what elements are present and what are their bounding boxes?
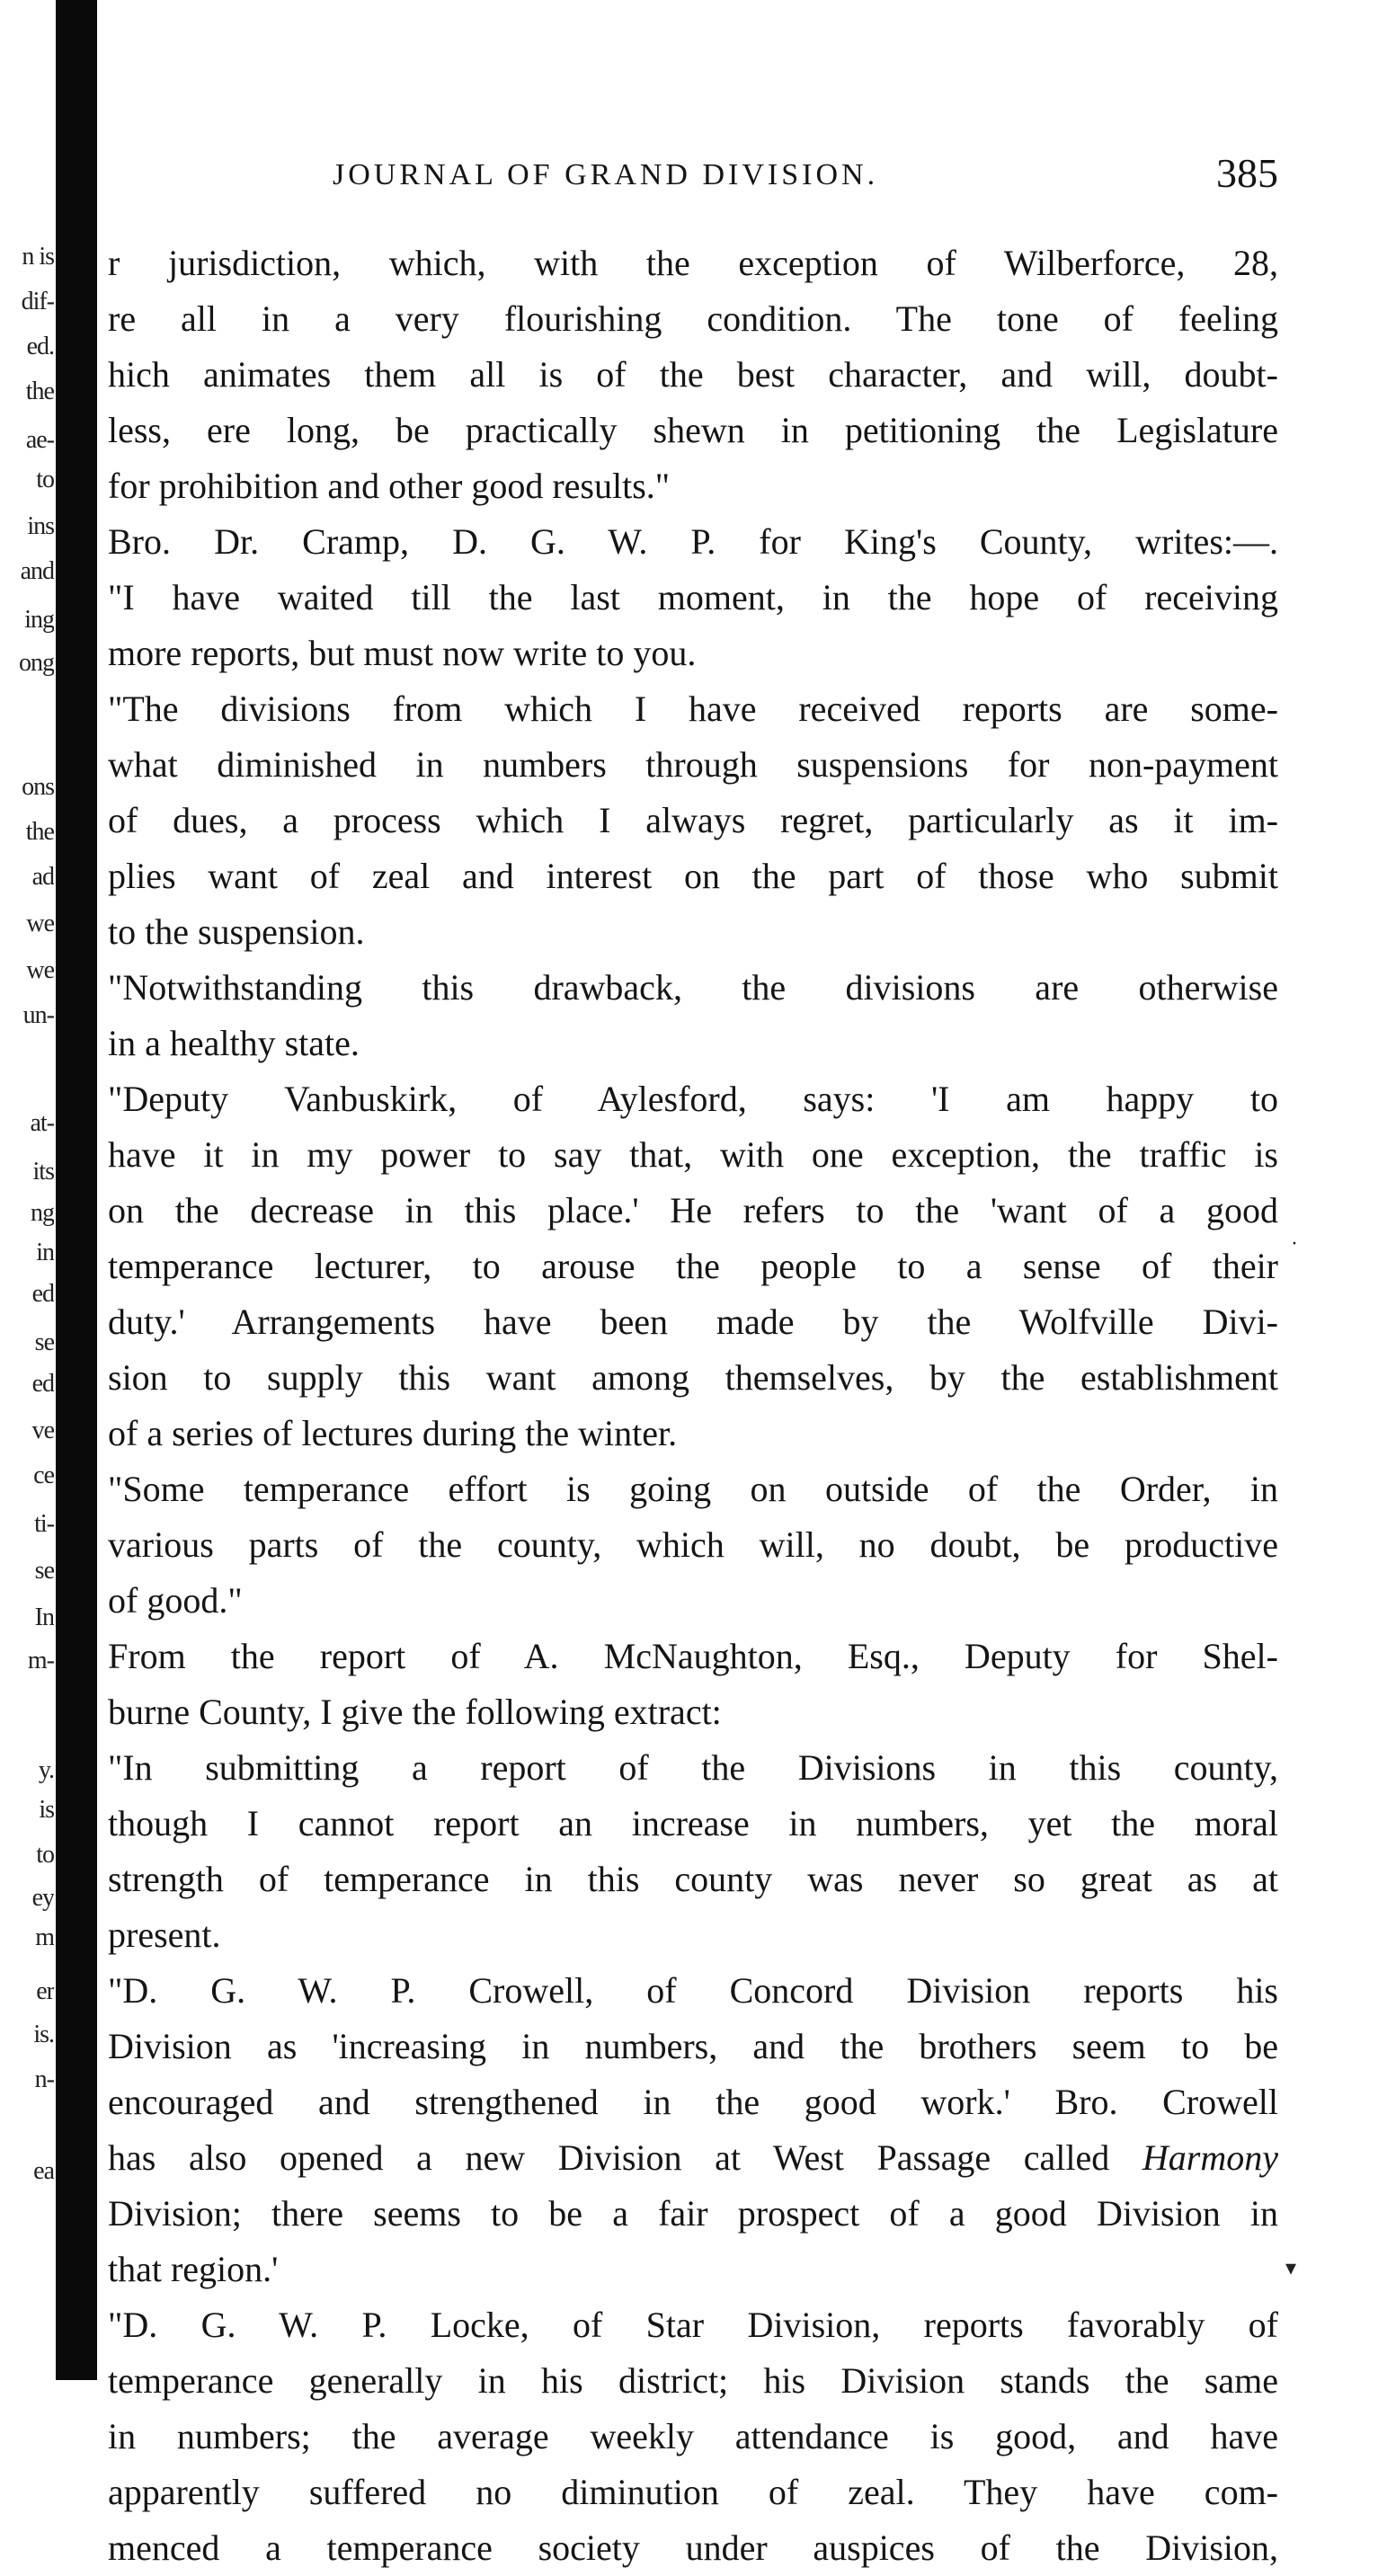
text-line-content: though I cannot report an increase in numbers, yet the moral bbox=[108, 1803, 1278, 1843]
text-line-content: "I have waited till the last moment, in the hope of receiving bbox=[108, 577, 1278, 617]
text-line-content: hich animates them all is of the best character, and will, doubt- bbox=[108, 354, 1278, 395]
text-line bbox=[108, 235, 1278, 291]
text-line bbox=[108, 1963, 1278, 2019]
text-line bbox=[108, 1796, 1278, 1852]
text-line-content: re all in a very flourishing condition. The tone of feeling bbox=[108, 298, 1278, 339]
facing-page-fragment: se bbox=[34, 1330, 54, 1355]
text-line-content: burne County, I give the following extract: bbox=[108, 1692, 722, 1732]
text-line bbox=[108, 1852, 1278, 1907]
text-line bbox=[108, 1740, 1278, 1796]
text-line-content: plies want of zeal and interest on the part of those who submit bbox=[108, 856, 1278, 896]
text-line bbox=[108, 2520, 1278, 2576]
facing-page-fragment: se bbox=[34, 1559, 54, 1584]
text-line bbox=[108, 1406, 1278, 1461]
facing-page-fragment: m- bbox=[27, 1648, 54, 1674]
facing-page-fragment: ing bbox=[24, 608, 54, 633]
text-line bbox=[108, 1294, 1278, 1350]
text-line-content: of dues, a process which I always regret, particularly as it im- bbox=[108, 800, 1278, 840]
page-header bbox=[117, 150, 1278, 198]
facing-page-fragment: ng bbox=[31, 1201, 54, 1226]
text-line bbox=[108, 737, 1278, 793]
facing-page-fragment: er bbox=[36, 1979, 54, 2004]
text-line bbox=[108, 2297, 1278, 2353]
text-line bbox=[108, 1183, 1278, 1239]
text-line bbox=[108, 2353, 1278, 2409]
text-line-content: Division as 'increasing in numbers, and the brothers seem to be bbox=[108, 2026, 1278, 2066]
stray-mark: ▾ bbox=[1285, 2257, 1297, 2280]
text-line bbox=[108, 1629, 1278, 1684]
text-line bbox=[108, 2130, 1278, 2186]
text-line-content: r jurisdiction, which, with the exception of Wilberforce, 28, bbox=[108, 243, 1278, 283]
facing-page-fragment: ad bbox=[31, 865, 54, 890]
italic-name: Harmony bbox=[1142, 2137, 1278, 2178]
text-line-content: sion to supply this want among themselves, by the establishment bbox=[108, 1357, 1278, 1398]
text-line-content: apparently suffered no diminution of zeal. They have com- bbox=[108, 2472, 1278, 2512]
text-line-content: has also opened a new Division at West Passage called bbox=[108, 2137, 1110, 2178]
text-line-content: for prohibition and other good results." bbox=[108, 466, 671, 506]
text-line bbox=[108, 514, 1278, 570]
facing-page-fragment: its bbox=[32, 1159, 54, 1185]
facing-page-fragment: ed bbox=[31, 1372, 54, 1397]
text-line-content: menced a temperance society under auspices of the Division, bbox=[108, 2527, 1278, 2568]
text-line-content: to the suspension. bbox=[108, 911, 365, 952]
text-line bbox=[108, 1071, 1278, 1127]
text-line bbox=[108, 2409, 1278, 2465]
text-line bbox=[108, 1127, 1278, 1183]
text-line bbox=[108, 681, 1278, 737]
text-line bbox=[108, 458, 1278, 514]
text-line-content: temperance lecturer, to arouse the people to a sense of their bbox=[108, 1246, 1278, 1286]
text-line-content: that region.' bbox=[108, 2249, 279, 2289]
text-line-content: strength of temperance in this county was never so great as at bbox=[108, 1859, 1278, 1899]
text-line-content: of good." bbox=[108, 1580, 243, 1621]
facing-page-fragment: ae- bbox=[25, 428, 54, 453]
text-line bbox=[108, 848, 1278, 904]
text-line-content: From the report of A. McNaughton, Esq., Deputy for Shel- bbox=[108, 1636, 1278, 1676]
facing-page-fragment: ed. bbox=[26, 334, 54, 360]
text-line bbox=[108, 1461, 1278, 1517]
text-line bbox=[108, 793, 1278, 848]
facing-page-fragment: we bbox=[26, 911, 54, 937]
text-line bbox=[108, 1517, 1278, 1573]
text-line bbox=[108, 1907, 1278, 1963]
facing-page-fragment: in bbox=[36, 1240, 54, 1266]
text-line-content: "Notwithstanding this drawback, the divisions are otherwise bbox=[108, 967, 1278, 1008]
facing-page-fragment: m bbox=[35, 1925, 54, 1950]
facing-page-fragment: the bbox=[25, 820, 54, 845]
text-line bbox=[108, 1239, 1278, 1294]
text-line-content: "Some temperance effort is going on outside of the Order, in bbox=[108, 1469, 1278, 1509]
facing-page-fragment: dif- bbox=[21, 289, 54, 315]
text-line bbox=[108, 1350, 1278, 1406]
facing-page-fragment: and bbox=[20, 559, 54, 584]
text-line bbox=[108, 347, 1278, 403]
text-line-content: "The divisions from which I have received reports are some- bbox=[108, 688, 1278, 729]
facing-page-fragment: ce bbox=[33, 1463, 54, 1488]
text-line bbox=[108, 291, 1278, 347]
facing-page-fragment: un- bbox=[22, 1003, 54, 1028]
facing-page-fragment: ong bbox=[19, 651, 54, 676]
text-line-content: "D. G. W. P. Locke, of Star Division, reports favorably of bbox=[108, 2305, 1278, 2345]
text-line bbox=[108, 2019, 1278, 2074]
facing-page-fragment: is bbox=[39, 1798, 54, 1823]
facing-page-fragment: ey bbox=[31, 1886, 54, 1911]
text-line bbox=[108, 2242, 1278, 2297]
text-line-content: present. bbox=[108, 1914, 221, 1955]
text-line bbox=[108, 1684, 1278, 1740]
text-line-content: various parts of the county, which will, no doubt, be productive bbox=[108, 1524, 1278, 1565]
text-line bbox=[108, 1016, 1278, 1071]
text-line-content: "D. G. W. P. Crowell, of Concord Division reports his bbox=[108, 1970, 1278, 2011]
facing-page-fragment: to bbox=[36, 1843, 54, 1868]
body-text bbox=[108, 235, 1278, 2576]
text-line-content: on the decrease in this place.' He refers to the 'want of a good bbox=[108, 1190, 1278, 1230]
text-line bbox=[108, 1573, 1278, 1629]
text-line-content: Bro. Dr. Cramp, D. G. W. P. for King's County, writes:—. bbox=[108, 521, 1278, 562]
facing-page-fragment: to bbox=[36, 467, 54, 493]
text-line bbox=[108, 570, 1278, 626]
facing-page-fragment: the bbox=[25, 379, 54, 404]
text-line bbox=[108, 403, 1278, 458]
text-line-content: Division; there seems to be a fair prospect of a good Division in bbox=[108, 2193, 1278, 2234]
text-line bbox=[108, 626, 1278, 681]
facing-page-fragment: y. bbox=[38, 1758, 54, 1783]
stray-mark: · bbox=[1291, 1232, 1298, 1256]
facing-page-fragment: ti- bbox=[34, 1512, 54, 1537]
facing-page-fragments bbox=[0, 0, 56, 2380]
binding-gutter-bar bbox=[56, 0, 97, 2380]
facing-page-fragment: ed bbox=[31, 1282, 54, 1307]
page-number: 385 bbox=[1216, 150, 1278, 196]
text-line bbox=[108, 2465, 1278, 2520]
text-line-content: in a healthy state. bbox=[108, 1023, 360, 1063]
text-line-content: less, ere long, be practically shewn in petitioning the Legislature bbox=[108, 410, 1278, 450]
text-line-content: encouraged and strengthened in the good work.' Bro. Crowell bbox=[108, 2082, 1278, 2122]
facing-page-fragment: In bbox=[34, 1605, 54, 1630]
text-line-content: in numbers; the average weekly attendance is good, and have bbox=[108, 2416, 1278, 2456]
facing-page-fragment: n- bbox=[34, 2067, 54, 2092]
text-line-content: temperance generally in his district; his Division stands the same bbox=[108, 2360, 1278, 2401]
text-line-content: "In submitting a report of the Divisions in this county, bbox=[108, 1747, 1278, 1788]
text-line-content: duty.' Arrangements have been made by the Wolfville Divi- bbox=[108, 1301, 1278, 1342]
facing-page-fragment: n is bbox=[22, 244, 54, 270]
text-line-content: of a series of lectures during the winter. bbox=[108, 1413, 678, 1453]
running-title: JOURNAL OF GRAND DIVISION. bbox=[333, 158, 879, 191]
facing-page-fragment: is. bbox=[33, 2022, 54, 2047]
text-line-content: what diminished in numbers through suspensions for non-payment bbox=[108, 744, 1278, 785]
facing-page-fragment: ea bbox=[33, 2159, 54, 2184]
facing-page-fragment: ins bbox=[27, 514, 54, 539]
text-line-content: have it in my power to say that, with one exception, the traffic is bbox=[108, 1134, 1278, 1175]
text-line bbox=[108, 904, 1278, 960]
text-line bbox=[108, 2074, 1278, 2130]
facing-page-fragment: we bbox=[26, 958, 54, 983]
text-line bbox=[108, 960, 1278, 1016]
text-line-content: more reports, but must now write to you. bbox=[108, 633, 697, 673]
facing-page-fragment: at- bbox=[30, 1111, 54, 1136]
facing-page-fragment: ons bbox=[22, 775, 54, 800]
text-line-content: "Deputy Vanbuskirk, of Aylesford, says: 'I am happy to bbox=[108, 1079, 1278, 1119]
facing-page-fragment: ve bbox=[31, 1418, 54, 1443]
text-line bbox=[108, 2186, 1278, 2242]
